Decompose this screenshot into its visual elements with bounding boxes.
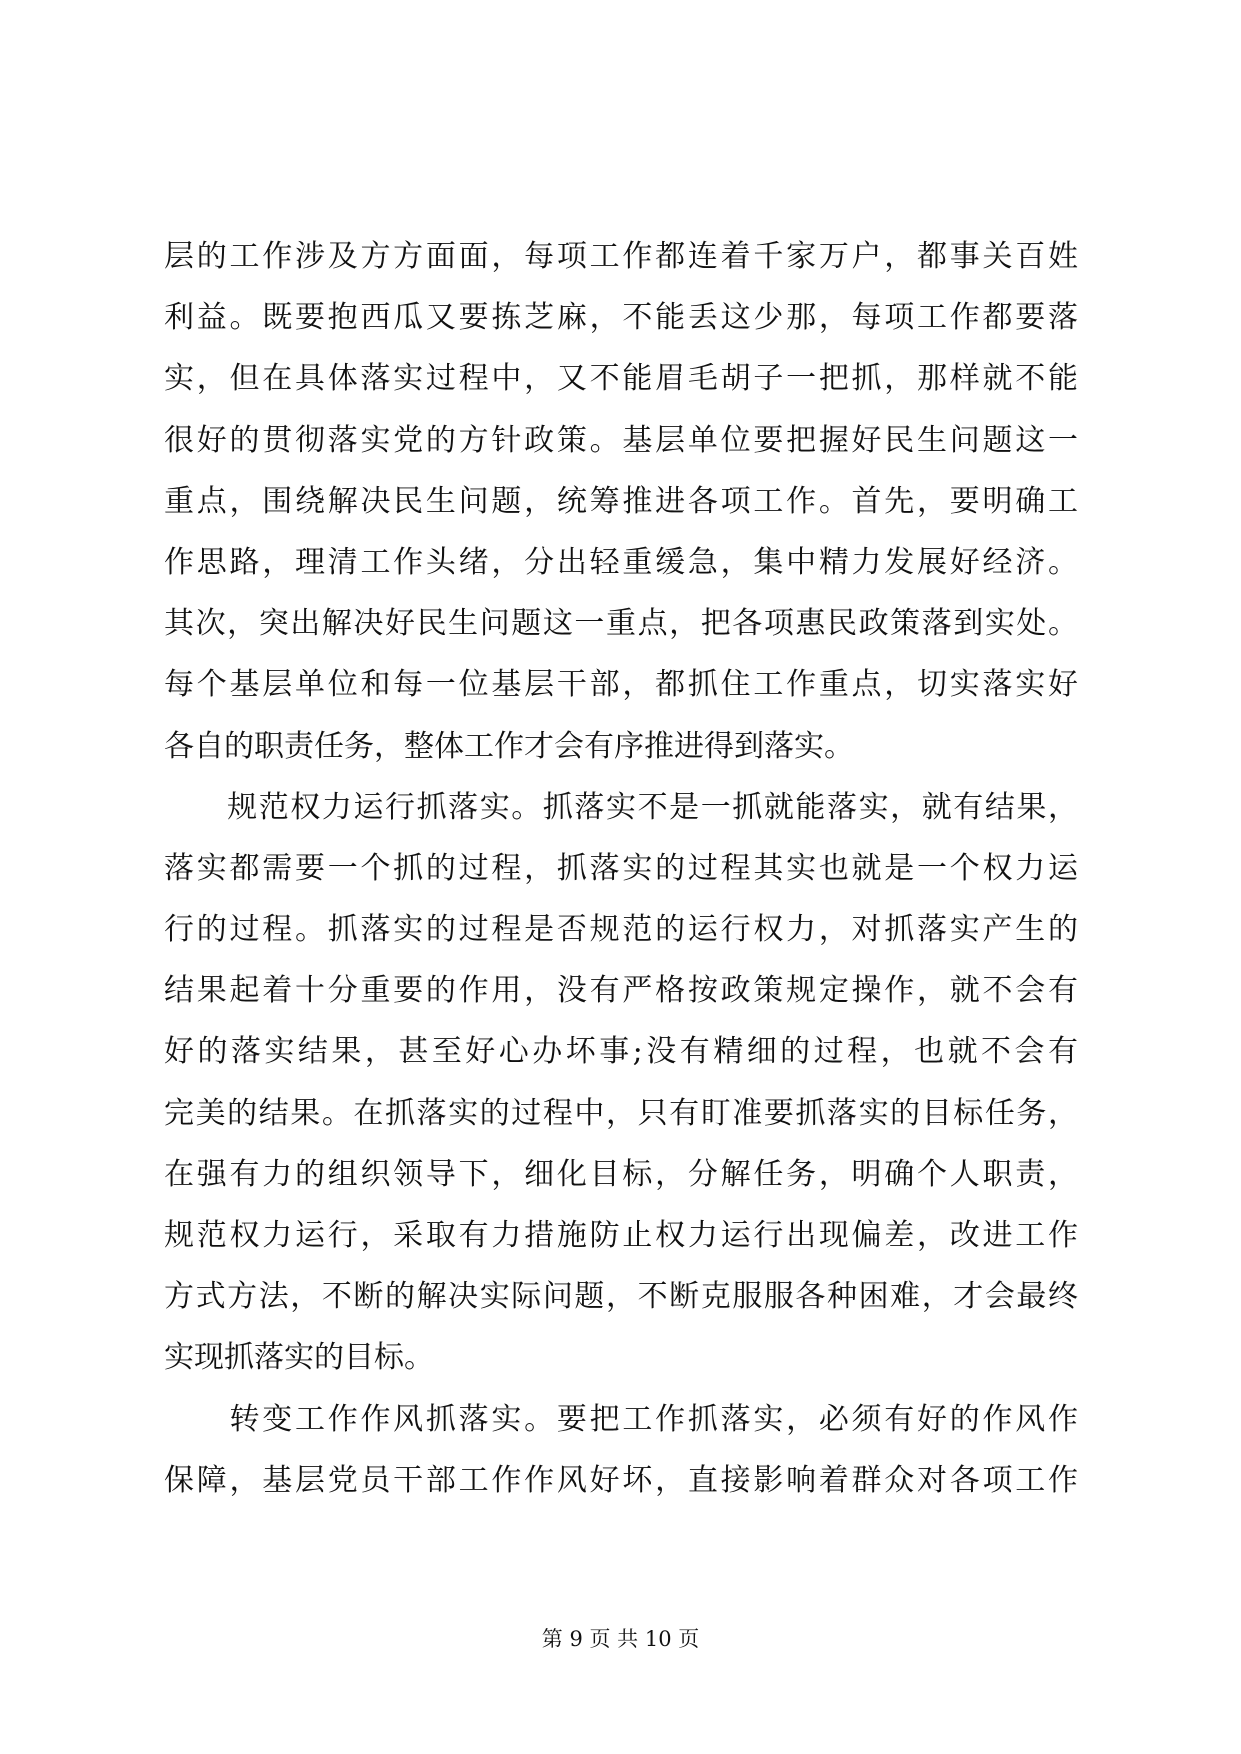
text-line: 好的落实结果，甚至好心办坏事;没有精细的过程，也就不会有 — [164, 1034, 1078, 1070]
text-line: 方式方法，不断的解决实际问题，不断克服服各种困难，才会最终 — [164, 1279, 1078, 1315]
text-line: 实现抓落实的目标。 — [164, 1340, 434, 1376]
text-line: 很好的贯彻落实党的方针政策。基层单位要把握好民生问题这一 — [164, 422, 1078, 458]
paragraph-heading-line: 转变工作作风抓落实。要把工作抓落实，必须有好的作风作 — [164, 1401, 1078, 1437]
text-line: 层的工作涉及方方面面，每项工作都连着千家万户，都事关百姓 — [164, 239, 1078, 274]
text-line: 各自的职责任务，整体工作才会有序推进得到落实。 — [164, 728, 854, 764]
text-line: 利益。既要抱西瓜又要拣芝麻，不能丢这少那，每项工作都要落 — [164, 300, 1078, 336]
text-line: 实，但在具体落实过程中，又不能眉毛胡子一把抓，那样就不能 — [164, 361, 1078, 397]
text-line: 规范权力运行，采取有力措施防止权力运行出现偏差，改进工作 — [164, 1218, 1078, 1253]
text-line: 每个基层单位和每一位基层干部，都抓住工作重点，切实落实好 — [164, 667, 1078, 703]
text-line: 结果起着十分重要的作用，没有严格按政策规定操作，就不会有 — [164, 973, 1078, 1009]
text-line: 落实都需要一个抓的过程，抓落实的过程其实也就是一个权力运 — [164, 850, 1078, 886]
text-line: 保障，基层党员干部工作作风好坏，直接影响着群众对各项工作 — [164, 1462, 1078, 1498]
text-line: 行的过程。抓落实的过程是否规范的运行权力，对抓落实产生的 — [164, 912, 1078, 948]
text-line: 作思路，理清工作头绪，分出轻重缓急，集中精力发展好经济。 — [164, 544, 1078, 580]
page-number-footer: 第 9 页 共 10 页 — [541, 1627, 700, 1651]
text-line: 完美的结果。在抓落实的过程中，只有盯准要抓落实的目标任务， — [164, 1095, 1078, 1131]
document-body — [164, 226, 1078, 1511]
paragraph-heading-line: 规范权力运行抓落实。抓落实不是一抓就能落实，就有结果， — [164, 789, 1078, 825]
text-line: 其次，突出解决好民生问题这一重点，把各项惠民政策落到实处。 — [164, 606, 1078, 642]
text-line: 在强有力的组织领导下，细化目标，分解任务，明确个人职责， — [164, 1156, 1078, 1192]
text-line: 重点，围绕解决民生问题，统筹推进各项工作。首先，要明确工 — [164, 483, 1078, 519]
